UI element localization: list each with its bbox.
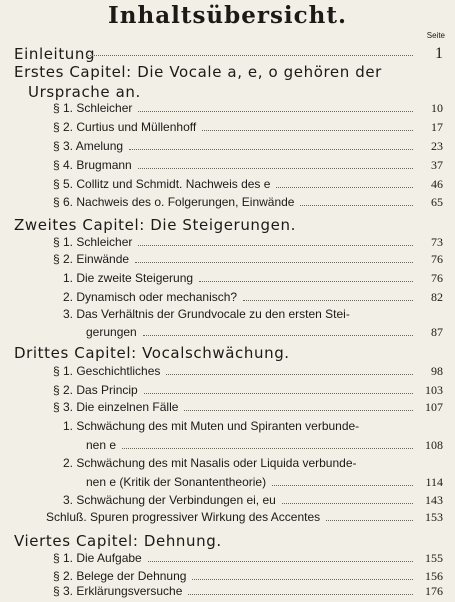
toc-entry-text: § 6. Nachweis des o. Folgerungen, Einwände (53, 195, 295, 209)
toc-entry-text: 3. Das Verhältnis der Grundvocale zu den ersten Stei- (63, 307, 350, 321)
leader-dots (166, 373, 413, 375)
toc-entry-text: § 3. Erklärungsversuche (53, 584, 183, 598)
page-number: 1 (435, 45, 443, 62)
leader-dots (143, 334, 413, 336)
toc-entry-text: § 1. Geschichtliches (53, 364, 161, 378)
toc-entry (0, 419, 455, 437)
toc-entry (0, 271, 455, 289)
leader-dots (138, 110, 413, 112)
toc-entry (0, 158, 455, 176)
page-number: 143 (425, 493, 443, 507)
toc-entry (0, 45, 455, 63)
leader-dots (272, 484, 413, 486)
leader-dots (86, 54, 413, 56)
toc-entry-text: 2. Dynamisch oder mechanisch? (63, 290, 238, 304)
toc-entry-text: § 5. Collitz und Schmidt. Nachweis des e (53, 177, 271, 191)
page-title: Inhaltsübersicht. (107, 2, 347, 29)
toc-entry (0, 195, 455, 213)
toc-entry-text: Zweites Capitel: Die Steigerungen. (14, 216, 296, 234)
leader-dots (243, 299, 413, 301)
leader-dots (188, 593, 413, 595)
toc-entry (0, 438, 455, 456)
toc-entry-text: Ursprache an. (28, 83, 141, 101)
page-number: 87 (431, 325, 443, 339)
toc-entry-text: nen e (Kritik der Sonantentheorie) (86, 475, 267, 489)
toc-entry (0, 177, 455, 195)
toc-entry (0, 344, 455, 362)
toc-entry-text: 2. Schwächung des mit Nasalis oder Liquida verbunde- (63, 456, 357, 470)
leader-dots (300, 204, 413, 206)
page-number: 156 (425, 569, 443, 583)
page-number: 76 (431, 271, 443, 285)
toc-entry (0, 584, 455, 602)
page-number: 82 (431, 290, 443, 304)
leader-dots (202, 129, 413, 131)
leader-dots (138, 244, 413, 246)
page-number: 37 (431, 158, 443, 172)
leader-dots (326, 519, 413, 521)
toc-entry-text: § 4. Brugmann (53, 158, 132, 172)
toc-entry (0, 83, 455, 101)
toc-entry (0, 307, 455, 325)
toc-entry (0, 475, 455, 493)
page-number: 108 (425, 438, 443, 452)
toc-entry (0, 216, 455, 234)
page-number: 98 (431, 364, 443, 378)
toc-entry (0, 120, 455, 138)
toc-entry-text: § 1. Schleicher (53, 101, 133, 115)
leader-dots (129, 148, 413, 150)
leader-dots (192, 578, 413, 580)
toc-entry (0, 63, 455, 81)
page-number: 176 (425, 584, 443, 598)
toc-entry-text: nen e (86, 438, 117, 452)
page-number: 10 (431, 101, 443, 115)
leader-dots (148, 560, 413, 562)
toc-entry-text: Drittes Capitel: Vocalschwächung. (14, 344, 290, 362)
toc-entry-text: Schluß. Spuren progressiver Wirkung des Accentes (46, 510, 321, 524)
toc-entry-text: gerungen (86, 325, 137, 339)
toc-entry (0, 364, 455, 382)
toc-entry (0, 510, 455, 528)
toc-entry (0, 456, 455, 474)
toc-entry (0, 383, 455, 401)
page-number: 107 (425, 400, 443, 414)
toc-entry-text: § 1. Die Aufgabe (53, 551, 142, 565)
page-number: 76 (431, 252, 443, 266)
page-number: 73 (431, 235, 443, 249)
leader-dots (138, 167, 413, 169)
page-number: 103 (425, 383, 443, 397)
toc-entry-text: § 2. Das Princip (53, 383, 138, 397)
leader-dots (184, 409, 413, 411)
toc-entry (0, 400, 455, 418)
toc-entry-text: 1. Schwächung des mit Muten und Spiranten verbunde- (63, 419, 360, 433)
leader-dots (122, 447, 413, 449)
toc-entry (0, 139, 455, 157)
toc-entry (0, 551, 455, 569)
toc-entry (0, 101, 455, 119)
toc-entry-text: § 3. Die einzelnen Fälle (53, 400, 179, 414)
toc-entry (0, 493, 455, 511)
page-number: 17 (431, 120, 443, 134)
page-number: 114 (425, 475, 443, 489)
leader-dots (144, 392, 413, 394)
toc-entry-text: § 2. Curtius und Müllenhoff (53, 120, 197, 134)
toc-entry (0, 235, 455, 253)
toc-entry (0, 532, 455, 550)
seite-column-label: Seite (426, 31, 445, 40)
toc-entry-text: § 1. Schleicher (53, 235, 133, 249)
leader-dots (199, 280, 413, 282)
page-number: 23 (431, 139, 443, 153)
toc-entry (0, 325, 455, 343)
page-number: 153 (425, 510, 443, 524)
toc-entry-text: § 3. Amelung (53, 139, 124, 153)
page-number: 65 (431, 195, 443, 209)
toc-entry-text: Einleitung (14, 45, 96, 63)
toc-entry-text: 3. Schwächung der Verbindungen ei, eu (63, 493, 276, 507)
toc-entry-text: § 2. Belege der Dehnung (53, 569, 187, 583)
toc-entry-text: Viertes Capitel: Dehnung. (14, 532, 222, 550)
toc-entry-text: 1. Die zweite Steigerung (63, 271, 194, 285)
leader-dots (282, 502, 413, 504)
toc-entry (0, 252, 455, 270)
toc-entry (0, 290, 455, 308)
toc-entry-text: § 2. Einwände (53, 252, 130, 266)
page-number: 46 (431, 177, 443, 191)
toc-entry-text: Erstes Capitel: Die Vocale a, e, o gehören der (14, 63, 382, 81)
page-number: 155 (425, 551, 443, 565)
leader-dots (135, 261, 413, 263)
leader-dots (276, 186, 413, 188)
